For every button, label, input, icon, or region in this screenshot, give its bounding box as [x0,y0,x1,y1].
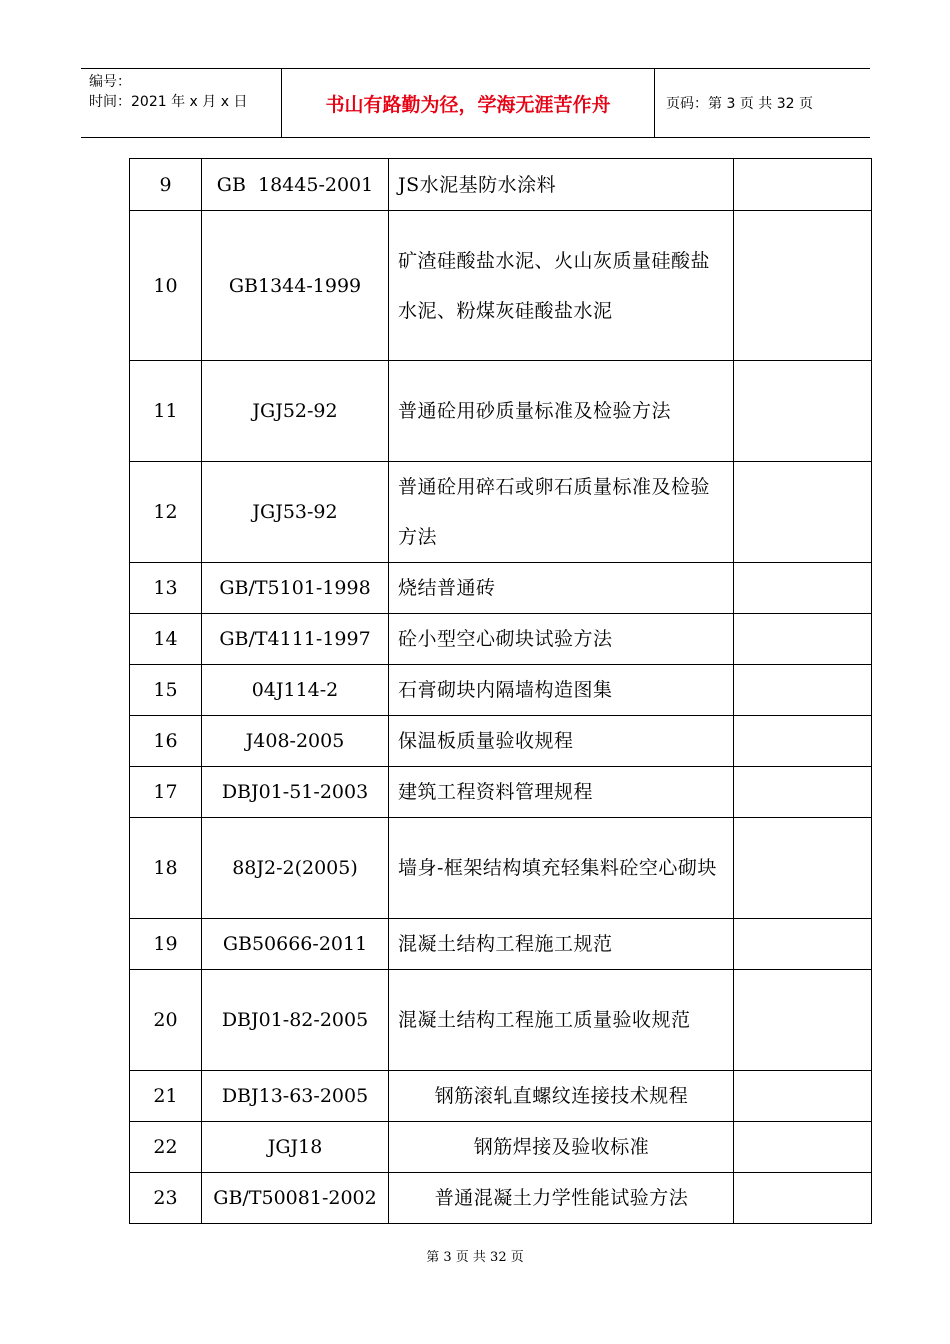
standard-name: 砼小型空心砌块试验方法 [389,614,734,665]
remark-cell [734,970,872,1071]
standard-name: 建筑工程资料管理规程 [389,767,734,818]
row-number: 18 [130,818,202,919]
remark-cell [734,361,872,462]
time-label: 时间：2021 年 x 月 x 日 [89,94,248,110]
standard-name: 墙身-框架结构填充轻集料砼空心砌块 [389,818,734,919]
standard-name: 钢筋滚轧直螺纹连接技术规程 [389,1071,734,1122]
standard-name: 普通混凝土力学性能试验方法 [389,1173,734,1224]
row-number: 19 [130,919,202,970]
standards-table [129,158,872,1224]
standard-code: JGJ52-92 [202,361,389,462]
remark-cell [734,919,872,970]
standard-code: J408-2005 [202,716,389,767]
table-row [130,919,872,970]
standard-code: GB50666-2011 [202,919,389,970]
standard-name: 普通砼用碎石或卵石质量标准及检验方法 [389,462,734,563]
standard-code: DBJ13-63-2005 [202,1071,389,1122]
table-row [130,1122,872,1173]
remark-cell [734,1071,872,1122]
standard-name: 混凝土结构工程施工质量验收规范 [389,970,734,1071]
remark-cell [734,767,872,818]
remark-cell [734,462,872,563]
standard-name: 烧结普通砖 [389,563,734,614]
remark-cell [734,563,872,614]
table-row [130,716,872,767]
row-number: 20 [130,970,202,1071]
remark-cell [734,1173,872,1224]
remark-cell [734,1122,872,1173]
standard-name: 保温板质量验收规程 [389,716,734,767]
standard-code: 88J2-2(2005) [202,818,389,919]
row-number: 13 [130,563,202,614]
table-row [130,1071,872,1122]
table-row [130,361,872,462]
remark-cell [734,211,872,361]
table-row [130,665,872,716]
standard-name: 普通砼用砂质量标准及检验方法 [389,361,734,462]
standard-code: DBJ01-82-2005 [202,970,389,1071]
standard-name: 混凝土结构工程施工规范 [389,919,734,970]
row-number: 9 [130,159,202,211]
header-meta [81,69,282,137]
standard-code: GB1344-1999 [202,211,389,361]
page-footer: 第 3 页 共 32 页 [426,1250,524,1265]
row-number: 21 [130,1071,202,1122]
standard-name: 石膏砌块内隔墙构造图集 [389,665,734,716]
row-number: 17 [130,767,202,818]
standard-code: JGJ53-92 [202,462,389,563]
standard-name: JS水泥基防水涂料 [389,159,734,211]
row-number: 15 [130,665,202,716]
row-number: 12 [130,462,202,563]
standard-code: JGJ18 [202,1122,389,1173]
table-row [130,767,872,818]
row-number: 11 [130,361,202,462]
standard-name: 矿渣硅酸盐水泥、火山灰质量硅酸盐水泥、粉煤灰硅酸盐水泥 [389,211,734,361]
standard-code: GB/T4111-1997 [202,614,389,665]
table-row [130,563,872,614]
standard-code: GB/T50081-2002 [202,1173,389,1224]
table-row [130,818,872,919]
standard-code: DBJ01-51-2003 [202,767,389,818]
standard-code: 04J114-2 [202,665,389,716]
table-row [130,159,872,211]
table-row [130,614,872,665]
standard-code: GB 18445-2001 [202,159,389,211]
standard-code: GB/T5101-1998 [202,563,389,614]
remark-cell [734,159,872,211]
table-row [130,1173,872,1224]
row-number: 10 [130,211,202,361]
table-row [130,970,872,1071]
remark-cell [734,716,872,767]
page-number-label: 页码：第 3 页 共 32 页 [666,96,813,112]
remark-cell [734,818,872,919]
remark-cell [734,614,872,665]
motto: 书山有路勤为径，学海无涯苦作舟 [282,69,655,137]
code-label: 编号： [89,74,131,90]
row-number: 23 [130,1173,202,1224]
remark-cell [734,665,872,716]
row-number: 22 [130,1122,202,1173]
row-number: 16 [130,716,202,767]
table-row [130,462,872,563]
page-header [81,68,870,138]
row-number: 14 [130,614,202,665]
table-row [130,211,872,361]
standard-name: 钢筋焊接及验收标准 [389,1122,734,1173]
